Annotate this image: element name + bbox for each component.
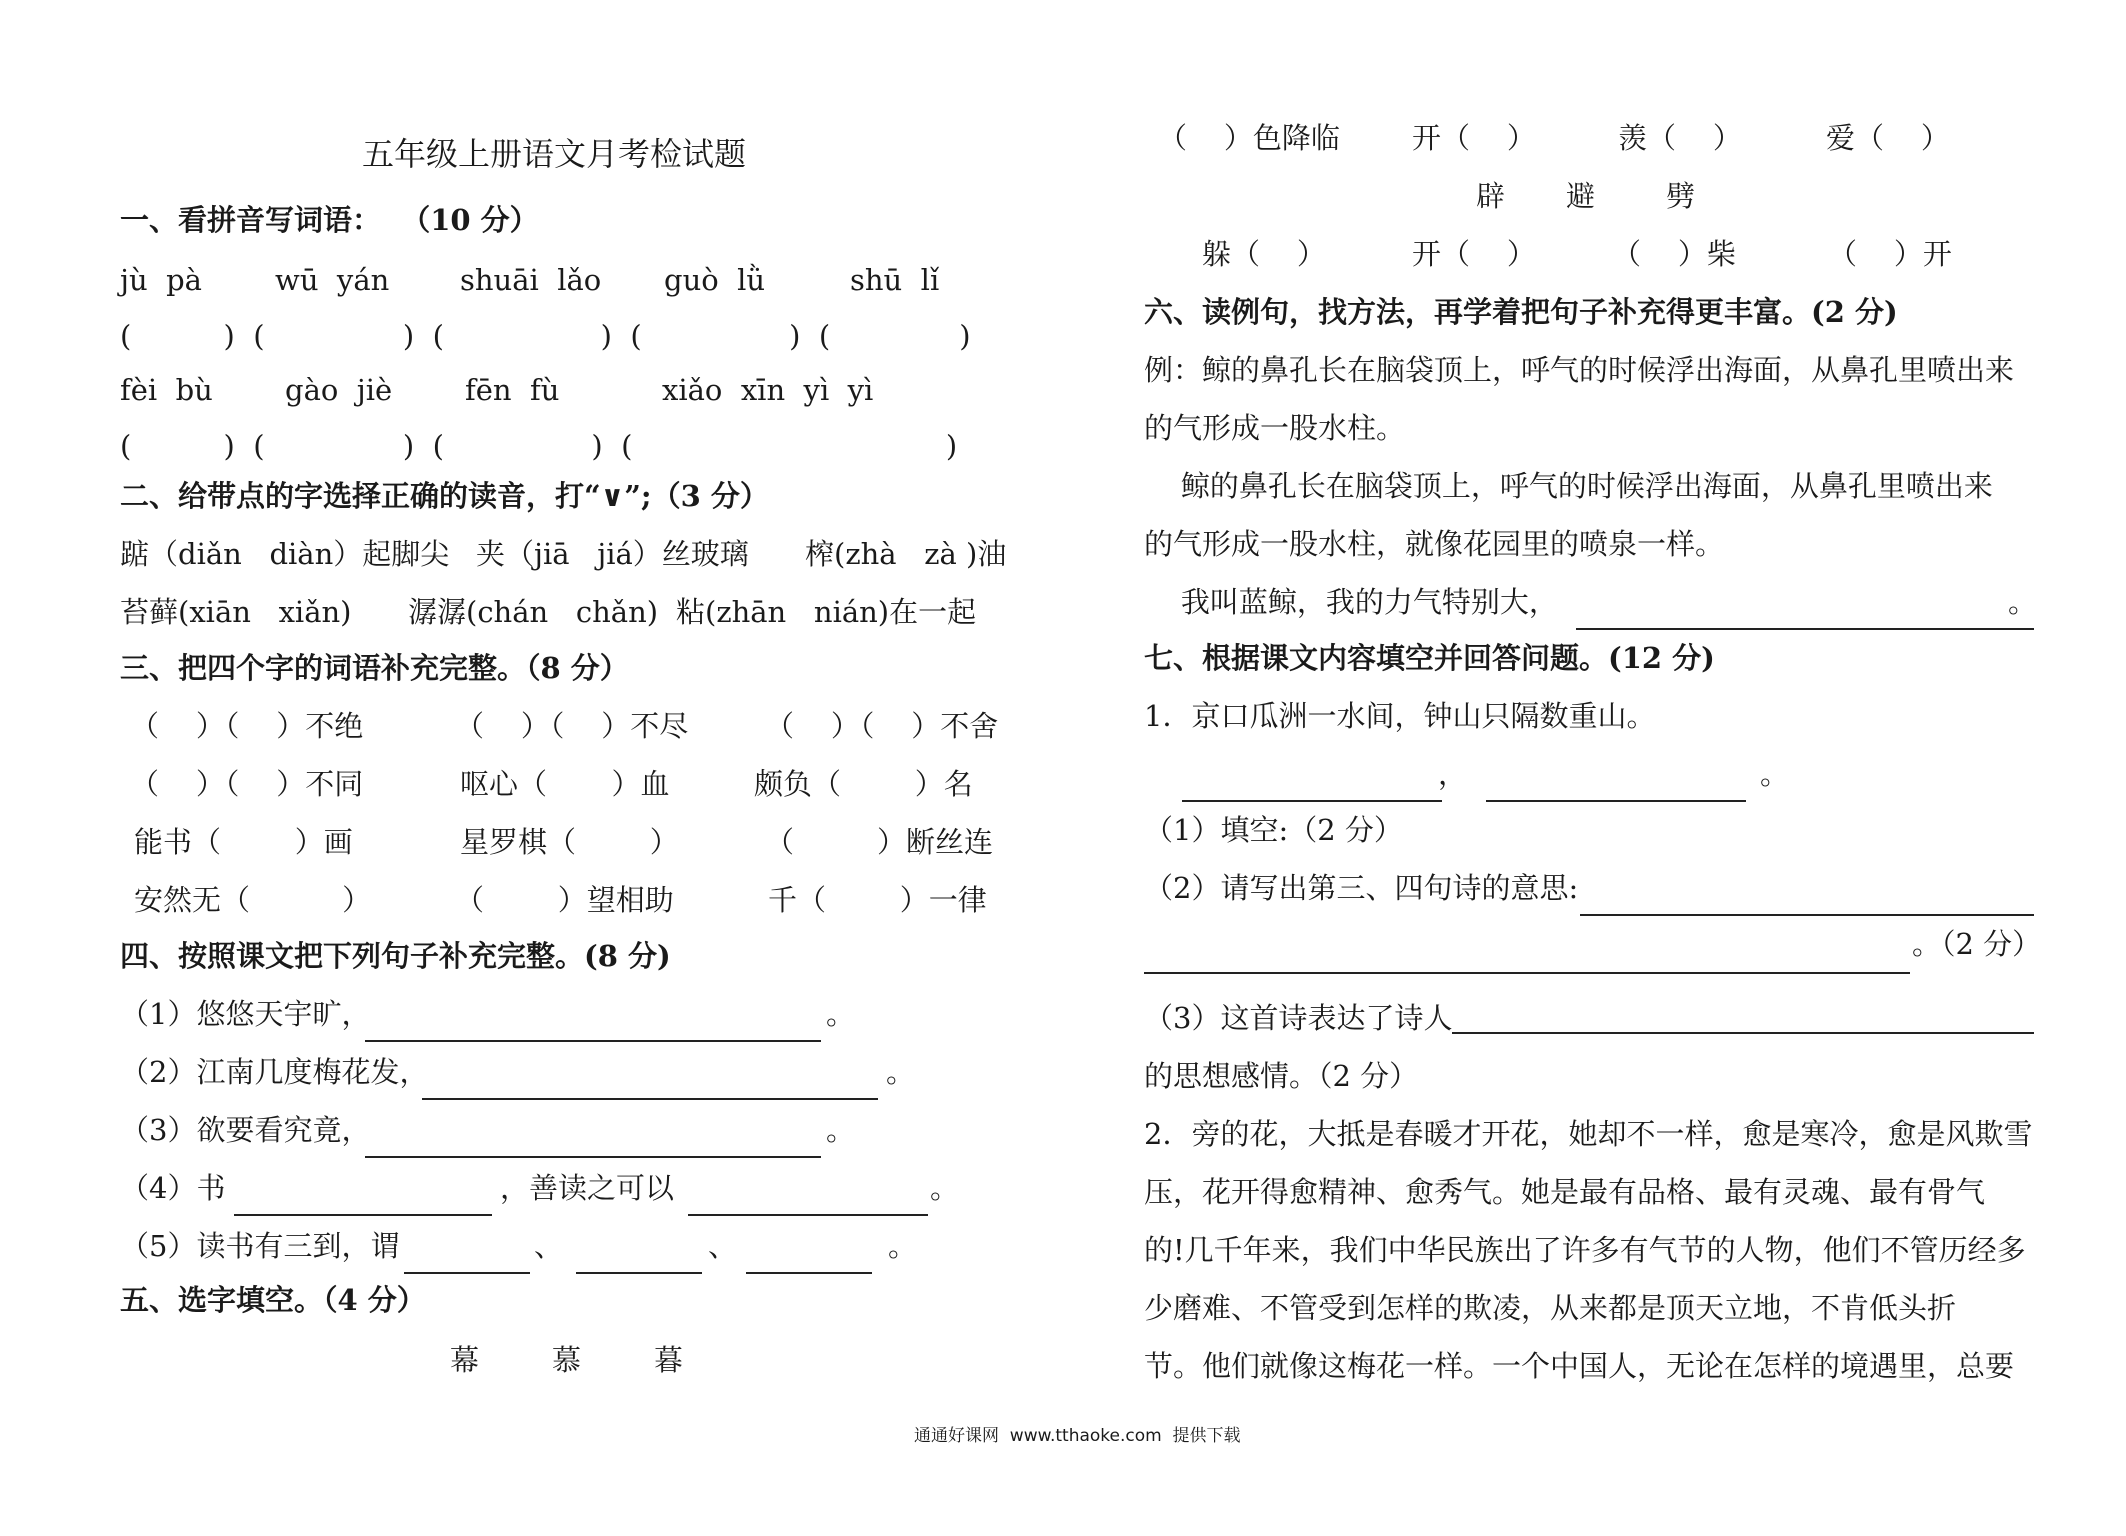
pinyin-5: shū lǐ [850,263,940,297]
task-sentence: 我叫蓝鲸，我的力气特别大， [1144,585,1558,619]
pinyin-9: xiǎo xīn yì yì [662,373,874,407]
passage-line: 的!几千年来，我们中华民族出了许多有气节的人物，他们不管历经多 [1144,1233,2026,1267]
sentence-4-blank-a[interactable] [234,1214,492,1216]
choice-char: 慕 [552,1343,582,1377]
idiom-item[interactable]: 星罗棋（ ） [460,825,679,859]
question-2-score: 。（2 分） [1912,927,2042,961]
sentence-3-blank[interactable] [365,1156,821,1158]
idiom-item[interactable]: （ ）（ ）不同 [130,767,364,801]
pronunciation-item[interactable]: 榨(zhà zà )油 [805,537,1007,571]
question-2-blank-b[interactable] [1144,972,1910,974]
sentence-4-middle: ，善读之可以 [500,1171,675,1205]
fill-item[interactable]: （ ）色降临 [1158,121,1340,155]
sentence-5-prompt: （5）读书有三到，谓 [120,1229,400,1263]
separator: 、 [708,1229,738,1263]
idiom-item[interactable]: 呕心（ ）血 [460,767,670,801]
idiom-item[interactable]: （ ）（ ）不舍 [765,709,999,743]
section-1-heading: 一、看拼音写词语： （10 分） [120,203,539,237]
poem-blank-1[interactable] [1182,800,1442,802]
choice-char: 避 [1566,179,1596,213]
pinyin-2: wū yán [275,263,390,297]
section-2-heading: 二、给带点的字选择正确的读音，打“∨”;（3 分） [120,479,769,513]
fill-item[interactable]: （ ）开 [1828,237,1952,271]
comma: ， [1438,757,1468,791]
example-sentence-expanded: 鲸的鼻孔长在脑袋顶上，呼气的时候浮出海面，从鼻孔里喷出来 [1144,469,1993,503]
pronunciation-item[interactable]: 潺潺(chán chǎn) [408,595,659,629]
fill-item[interactable]: 开（ ） [1412,121,1536,155]
period: 。 [2008,585,2038,619]
period: 。 [886,1055,916,1089]
example-sentence: 例：鲸的鼻孔长在脑袋顶上，呼气的时候浮出海面，从鼻孔里喷出来 [1144,353,2015,387]
passage-line: 节。他们就像这梅花一样。一个中国人，无论在怎样的境遇里，总要 [1144,1349,2015,1383]
passage-line: 2．旁的花，大抵是春暖才开花，她却不一样，愈是寒冷，愈是风欺雪 [1144,1117,2033,1151]
question-2-blank-a[interactable] [1580,914,2034,916]
question-3-blank[interactable] [1452,1032,2034,1034]
section-7-heading: 七、根据课文内容填空并回答问题。(12 分) [1144,641,1715,675]
idiom-item[interactable]: 颇负（ ）名 [754,767,973,801]
footer-watermark: 通通好课网 www.tthaoke.com 提供下载 [914,1426,1241,1446]
question-2: （2）请写出第三、四句诗的意思: [1144,871,1579,905]
page-title: 五年级上册语文月考检试题 [362,135,747,173]
pronunciation-item[interactable]: 粘(zhān nián)在一起 [676,595,977,629]
pronunciation-item[interactable]: 夹（jiā jiá）丝玻璃 [476,537,749,571]
sentence-2-prompt: （2）江南几度梅花发， [120,1055,429,1089]
section-3-heading: 三、把四个字的词语补充完整。（8 分） [120,651,629,685]
fill-item[interactable]: 开（ ） [1412,237,1536,271]
fill-item[interactable]: 羡（ ） [1618,121,1742,155]
pinyin-1: jù pà [120,263,202,297]
choice-char: 暮 [654,1343,684,1377]
period: 。 [826,997,856,1031]
sentence-2-blank[interactable] [422,1098,878,1100]
passage-line: 少磨难、不管受到怎样的欺凌，从来都是顶天立地，不肯低头折 [1144,1291,1957,1325]
question-3-end: 的思想感情。（2 分） [1144,1059,1419,1093]
pronunciation-item[interactable]: 踮（diǎn diàn）起脚尖 [120,537,450,571]
answer-parentheses-row[interactable]: ( ) ( ) ( ) ( ) [120,429,958,463]
example-sentence: 的气形成一股水柱。 [1144,411,1406,445]
period: 。 [888,1229,918,1263]
choice-char: 劈 [1666,179,1696,213]
passage-line: 压，花开得愈精神、愈秀气。她是最有品格、最有灵魂、最有骨气 [1144,1175,1986,1209]
sentence-5-blank-c[interactable] [746,1272,872,1274]
period: 。 [930,1171,960,1205]
idiom-item[interactable]: （ ）（ ）不尽 [455,709,689,743]
sentence-4-blank-b[interactable] [688,1214,928,1216]
idiom-item[interactable]: 千（ ）一律 [768,883,987,917]
sentence-5-blank-b[interactable] [576,1272,702,1274]
answer-parentheses-row[interactable]: ( ) ( ) ( ) ( ) ( ) [120,319,971,353]
sentence-4-prompt: （4）书 [120,1171,226,1205]
section-6-heading: 六、读例句，找方法，再学着把句子补充得更丰富。(2 分) [1144,295,1898,329]
pinyin-7: gào jiè [285,373,393,407]
sentence-1-blank[interactable] [365,1040,821,1042]
period: 。 [826,1113,856,1147]
example-sentence-expanded: 的气形成一股水柱，就像花园里的喷泉一样。 [1144,527,1725,561]
fill-item[interactable]: 爱（ ） [1826,121,1950,155]
idiom-item[interactable]: 能书（ ）画 [134,825,353,859]
section-4-heading: 四、按照课文把下列句子补充完整。(8 分) [120,939,671,973]
pinyin-6: fèi bù [120,373,213,407]
poem-blank-2[interactable] [1486,800,1746,802]
idiom-item[interactable]: 安然无（ ） [134,883,372,917]
choice-char: 幕 [450,1343,480,1377]
sentence-1-prompt: （1）悠悠天宇旷， [120,997,371,1031]
fill-item[interactable]: 躲（ ） [1202,237,1326,271]
idiom-item[interactable]: （ ）望相助 [455,883,674,917]
choice-char: 辟 [1476,179,1506,213]
pronunciation-item[interactable]: 苔藓(xiān xiǎn) [120,595,352,629]
pinyin-3: shuāi lǎo [460,263,602,297]
sentence-5-blank-a[interactable] [404,1272,530,1274]
pinyin-8: fēn fù [465,373,560,407]
idiom-item[interactable]: （ ）（ ）不绝 [130,709,364,743]
section-5-heading: 五、选字填空。（4 分） [120,1283,426,1317]
task-answer-blank[interactable] [1576,628,2034,630]
poem-line: 1．京口瓜洲一水间，钟山只隔数重山。 [1144,699,1656,733]
question-1: （1）填空:（2 分） [1144,813,1403,847]
question-3: （3）这首诗表达了诗人 [1144,1001,1453,1035]
period: 。 [1760,757,1790,791]
sentence-3-prompt: （3）欲要看究竟， [120,1113,371,1147]
fill-item[interactable]: （ ）柴 [1612,237,1736,271]
separator: 、 [534,1229,564,1263]
idiom-item[interactable]: （ ）断丝连 [765,825,993,859]
pinyin-4: guò lǜ [664,263,766,297]
